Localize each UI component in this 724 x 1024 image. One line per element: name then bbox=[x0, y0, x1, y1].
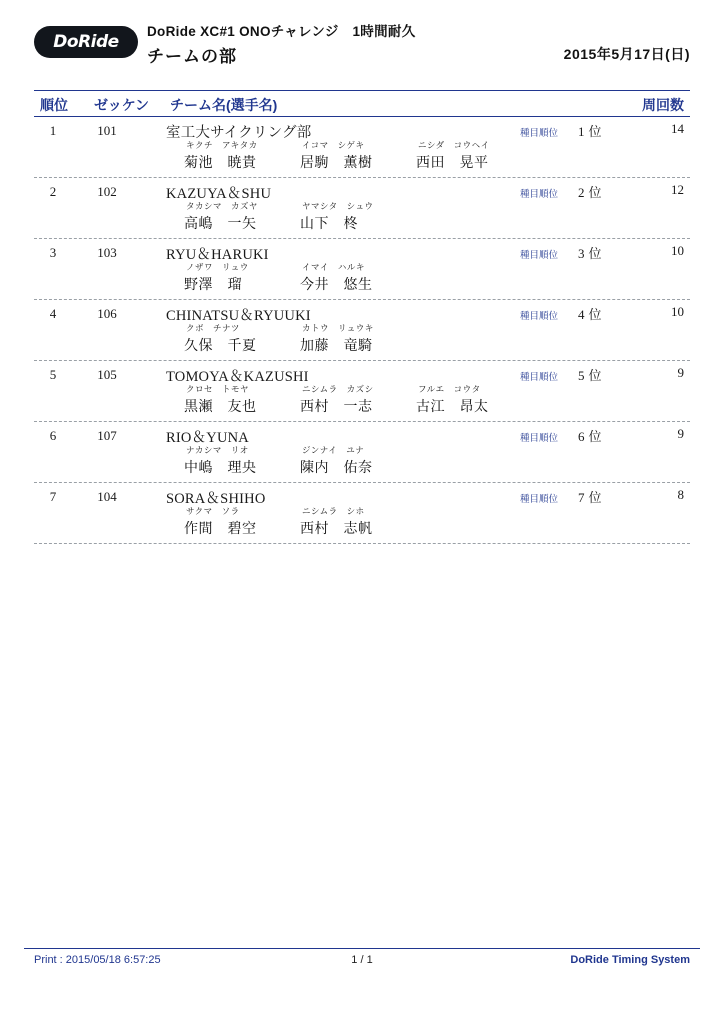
row-class-rank-suffix: 位 bbox=[588, 429, 602, 444]
row-class-rank-suffix: 位 bbox=[588, 185, 602, 200]
row-riders bbox=[184, 505, 416, 538]
row-class-rank bbox=[578, 243, 602, 262]
row-class-rank-label: 種目順位 bbox=[520, 250, 559, 261]
row-laps: 10 bbox=[671, 243, 684, 258]
rider bbox=[184, 505, 294, 538]
rider-name: 加藤 竜騎 bbox=[300, 337, 373, 353]
row-riders bbox=[184, 261, 416, 294]
table-row bbox=[34, 117, 690, 178]
rider bbox=[184, 322, 294, 355]
column-header-bib: ゼッケン bbox=[94, 97, 150, 113]
row-class-rank-number: 7 bbox=[578, 490, 585, 505]
row-class-rank-number: 6 bbox=[578, 429, 585, 444]
rider bbox=[184, 383, 294, 416]
rider-name: 陳内 佑奈 bbox=[300, 459, 373, 475]
row-class-rank-label: 種目順位 bbox=[520, 128, 559, 139]
row-laps: 12 bbox=[671, 182, 684, 197]
rider bbox=[300, 322, 410, 355]
row-team-name: 室工大サイクリング部 bbox=[166, 125, 312, 141]
rider-kana: ニシムラ カズシ bbox=[302, 384, 374, 394]
print-timestamp: Print : 2015/05/18 6:57:25 bbox=[34, 954, 161, 966]
category-title: チームの部 bbox=[147, 47, 237, 66]
row-team-name: CHINATSU＆RYUUKI bbox=[166, 308, 311, 324]
row-class-rank-suffix: 位 bbox=[588, 307, 602, 322]
rider-name: 居駒 薫樹 bbox=[300, 154, 373, 170]
row-class-rank-number: 5 bbox=[578, 368, 585, 383]
row-class-rank-number: 2 bbox=[578, 185, 585, 200]
row-rank: 3 bbox=[49, 245, 57, 260]
rider bbox=[184, 139, 294, 172]
row-class-rank-label: 種目順位 bbox=[520, 372, 559, 383]
rider-kana: ジンナイ ユナ bbox=[302, 445, 365, 455]
row-bib-number: 101 bbox=[97, 123, 117, 138]
row-class-rank-suffix: 位 bbox=[588, 490, 602, 505]
row-laps: 14 bbox=[671, 121, 684, 136]
row-riders bbox=[184, 444, 416, 477]
rider-name: 作間 碧空 bbox=[184, 520, 257, 536]
row-riders bbox=[184, 322, 416, 355]
rider-name: 久保 千夏 bbox=[184, 337, 257, 353]
row-class-rank-suffix: 位 bbox=[588, 246, 602, 261]
page-footer bbox=[24, 948, 700, 978]
table-row bbox=[34, 422, 690, 483]
row-class-rank bbox=[578, 365, 602, 384]
row-class-rank bbox=[578, 487, 602, 506]
row-rank: 1 bbox=[49, 123, 57, 138]
column-header-bar bbox=[34, 90, 690, 117]
row-bib-number: 103 bbox=[97, 245, 117, 260]
row-laps: 9 bbox=[677, 365, 684, 380]
row-bib-number: 107 bbox=[97, 428, 117, 443]
row-rank: 6 bbox=[49, 428, 57, 443]
rider bbox=[184, 261, 294, 294]
rider-kana: ナカシマ リオ bbox=[186, 445, 249, 455]
logo-text: DoRide bbox=[53, 32, 119, 52]
table-row bbox=[34, 300, 690, 361]
row-class-rank-suffix: 位 bbox=[588, 368, 602, 383]
row-class-rank-number: 4 bbox=[578, 307, 585, 322]
rider-name: 野澤 瑠 bbox=[184, 276, 242, 292]
row-class-rank bbox=[578, 182, 602, 201]
rider bbox=[184, 444, 294, 477]
row-class-rank-label: 種目順位 bbox=[520, 311, 559, 322]
row-team-name: RIO＆YUNA bbox=[166, 430, 249, 446]
page-header bbox=[24, 0, 700, 84]
rider-kana: ヤマシタ シュウ bbox=[302, 201, 374, 211]
rider-name: 今井 悠生 bbox=[300, 276, 373, 292]
rider-kana: ニシダ コウヘイ bbox=[418, 140, 490, 150]
rider bbox=[300, 505, 410, 538]
column-header-team: チーム名(選手名) bbox=[170, 97, 278, 113]
rider-kana: ニシムラ シホ bbox=[302, 506, 365, 516]
system-brand: DoRide Timing System bbox=[570, 954, 690, 966]
rider bbox=[300, 444, 410, 477]
row-riders bbox=[184, 139, 532, 172]
row-rank: 7 bbox=[49, 489, 57, 504]
table-row bbox=[34, 483, 690, 544]
row-class-rank-label: 種目順位 bbox=[520, 433, 559, 444]
rider bbox=[300, 139, 410, 172]
results-list bbox=[34, 117, 690, 544]
column-header-rank: 順位 bbox=[40, 97, 68, 113]
event-date: 2015年5月17日(日) bbox=[563, 46, 690, 62]
rider-name: 西村 志帆 bbox=[300, 520, 373, 536]
row-class-rank bbox=[578, 121, 602, 140]
rider bbox=[416, 383, 526, 416]
row-riders bbox=[184, 383, 532, 416]
rider bbox=[184, 200, 294, 233]
rider-name: 古江 昂太 bbox=[416, 398, 489, 414]
row-class-rank bbox=[578, 304, 602, 323]
row-team-name: TOMOYA＆KAZUSHI bbox=[166, 369, 309, 385]
row-bib-number: 104 bbox=[97, 489, 117, 504]
row-team-name: SORA＆SHIHO bbox=[166, 491, 266, 507]
page-number: 1 / 1 bbox=[351, 954, 373, 966]
row-riders bbox=[184, 200, 416, 233]
rider-kana: クロセ トモヤ bbox=[186, 384, 250, 394]
row-laps: 9 bbox=[677, 426, 684, 441]
rider-kana: タカシマ カズヤ bbox=[186, 201, 258, 211]
rider-name: 菊池 暁貴 bbox=[184, 154, 257, 170]
row-rank: 5 bbox=[49, 367, 57, 382]
rider bbox=[300, 261, 410, 294]
row-class-rank-number: 3 bbox=[578, 246, 585, 261]
rider-kana: イマイ ハルキ bbox=[302, 262, 365, 272]
rider bbox=[416, 139, 526, 172]
row-bib-number: 105 bbox=[97, 367, 117, 382]
rider-name: 黒瀬 友也 bbox=[184, 398, 257, 414]
rider bbox=[300, 200, 410, 233]
row-class-rank-label: 種目順位 bbox=[520, 494, 559, 505]
row-class-rank-suffix: 位 bbox=[588, 124, 602, 139]
row-laps: 8 bbox=[677, 487, 684, 502]
row-rank: 4 bbox=[49, 306, 57, 321]
rider-kana: イコマ シゲキ bbox=[302, 140, 365, 150]
rider bbox=[300, 383, 410, 416]
rider-name: 西村 一志 bbox=[300, 398, 373, 414]
doride-logo bbox=[34, 26, 138, 58]
event-title: DoRide XC#1 ONOチャレンジ 1時間耐久 bbox=[147, 24, 416, 39]
rider-kana: カトウ リュウキ bbox=[302, 323, 374, 333]
row-rank: 2 bbox=[49, 184, 57, 199]
rider-name: 高嶋 一矢 bbox=[184, 215, 257, 231]
row-laps: 10 bbox=[671, 304, 684, 319]
table-row bbox=[34, 178, 690, 239]
rider-kana: クボ チナツ bbox=[186, 323, 240, 333]
rider-kana: ノザワ リュウ bbox=[186, 262, 249, 272]
row-class-rank-number: 1 bbox=[578, 124, 585, 139]
rider-name: 山下 柊 bbox=[300, 215, 358, 231]
column-header-laps: 周回数 bbox=[642, 97, 684, 113]
table-row bbox=[34, 361, 690, 422]
row-class-rank bbox=[578, 426, 602, 445]
row-team-name: KAZUYA＆SHU bbox=[166, 186, 272, 202]
table-row bbox=[34, 239, 690, 300]
row-team-name: RYU＆HARUKI bbox=[166, 247, 269, 263]
rider-kana: キクチ アキタカ bbox=[186, 140, 258, 150]
row-bib-number: 102 bbox=[97, 184, 117, 199]
row-bib-number: 106 bbox=[97, 306, 117, 321]
rider-kana: サクマ ソラ bbox=[186, 506, 240, 516]
rider-name: 西田 晃平 bbox=[416, 154, 489, 170]
row-class-rank-label: 種目順位 bbox=[520, 189, 559, 200]
rider-kana: フルエ コウタ bbox=[418, 384, 481, 394]
rider-name: 中嶋 理央 bbox=[184, 459, 257, 475]
